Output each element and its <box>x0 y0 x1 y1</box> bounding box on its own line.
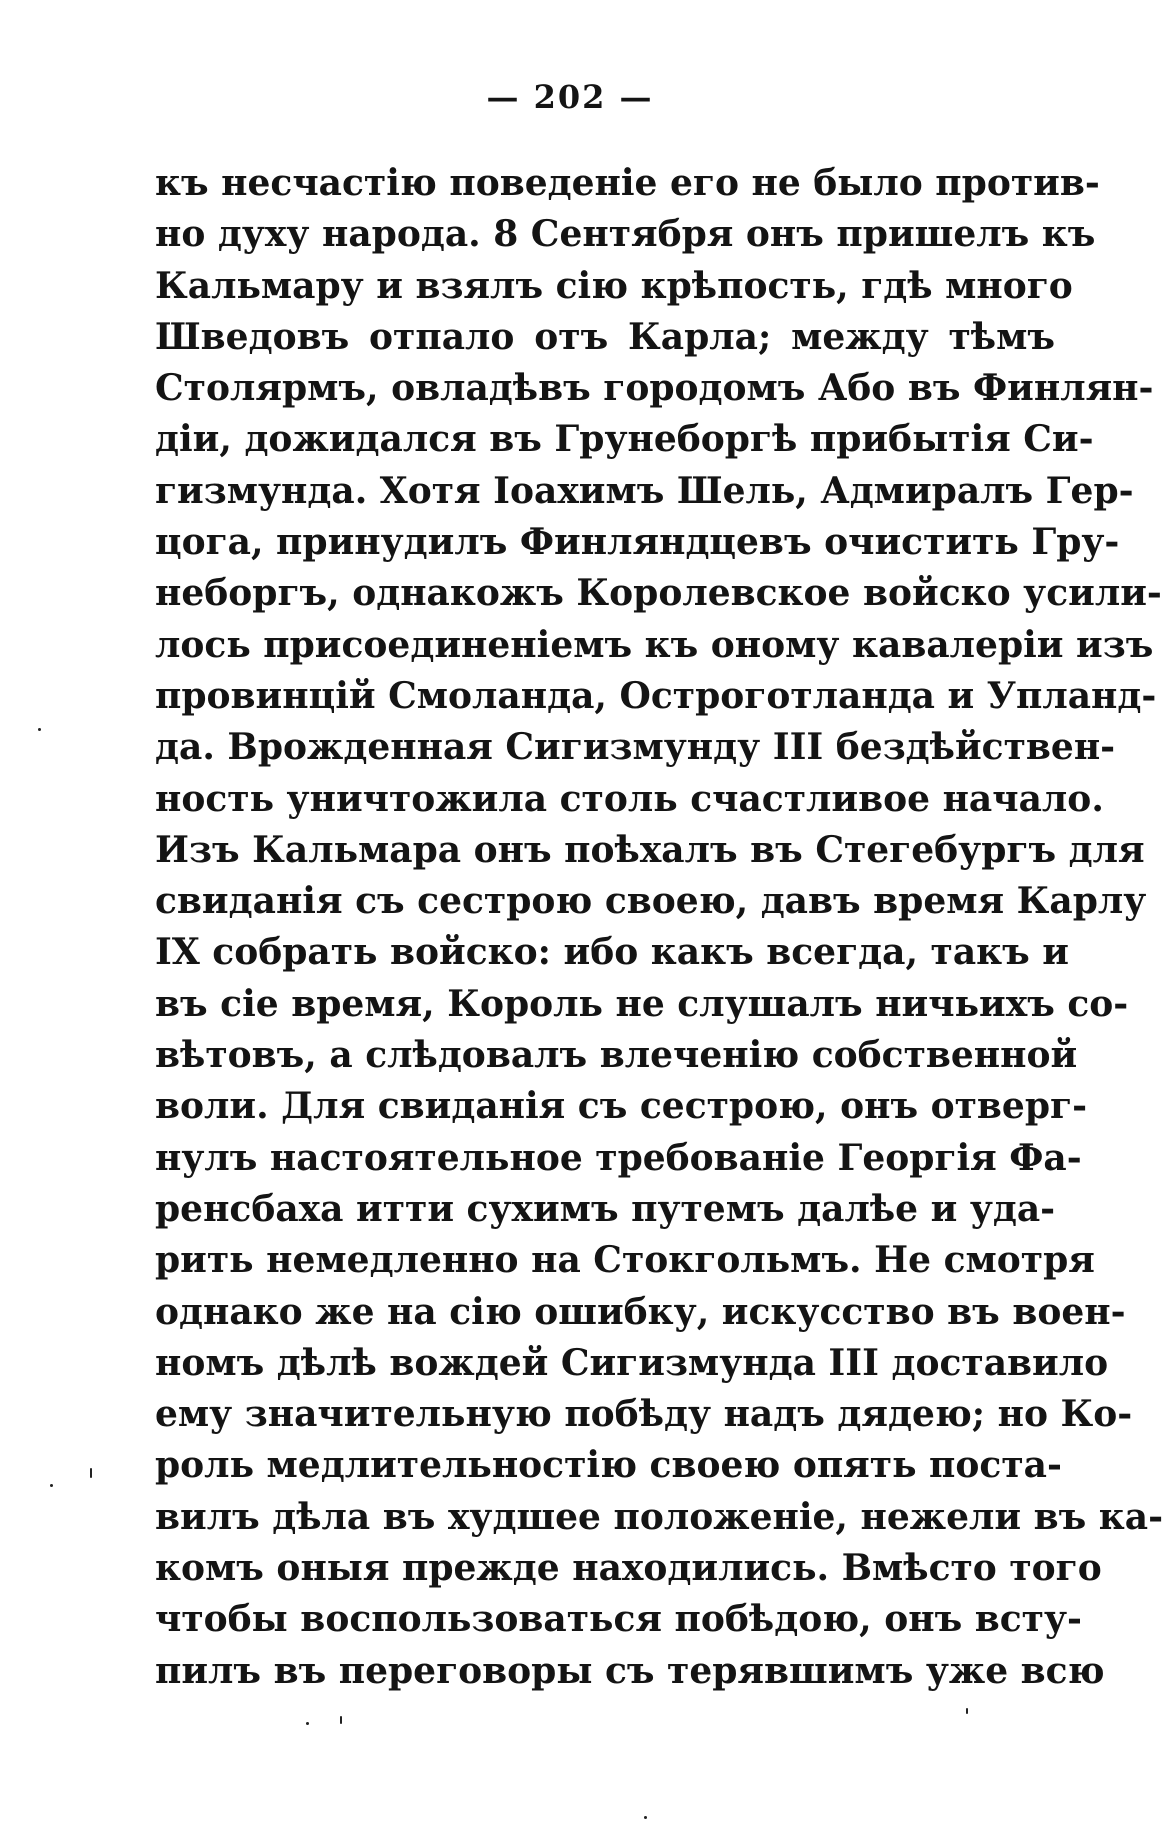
text-line: да. Врожденная Сигизмунду III бездѣйствен- <box>155 726 1116 769</box>
text-line: лось присоединеніемъ къ оному кавалеріи изъ <box>155 623 1154 666</box>
text-line: IX собрать войско: ибо какъ всегда, такъ и <box>155 931 1069 974</box>
text-line: воли. Для свиданія съ сестрою, онъ отверг- <box>155 1085 1088 1128</box>
scan-speck <box>644 1816 647 1819</box>
text-line: комъ оныя прежде находились. Вмѣсто того <box>155 1547 1102 1590</box>
text-line: Столярмъ, овладѣвъ городомъ Або въ Финлян- <box>155 367 1154 410</box>
text-line: но духу народа. 8 Сентября онъ пришелъ къ <box>155 213 1096 256</box>
text-line: Изъ Кальмара онъ поѣхалъ въ Стегебургъ для <box>155 828 1145 871</box>
scan-speck <box>306 1722 309 1725</box>
text-line: діи, дожидался въ Грунеборгѣ прибытія Си- <box>155 418 1094 461</box>
page-number-header: — 202 — <box>486 78 654 116</box>
text-line: свиданія съ сестрою своею, давъ время Карлу <box>155 880 1147 923</box>
text-line: Шведовъ отпало отъ Карла; между тѣмъ <box>155 315 1055 358</box>
text-line: гизмунда. Хотя Іоахимъ Шель, Адмиралъ Гер- <box>155 469 1134 512</box>
scan-speck <box>38 728 41 731</box>
text-line: рить немедленно на Стокгольмъ. Не смотря <box>155 1239 1095 1282</box>
text-line: вѣтовъ, а слѣдовалъ влеченію собственной <box>155 1034 1078 1077</box>
text-line: къ несчастію поведеніе его не было против- <box>155 162 1100 204</box>
text-line: Кальмару и взялъ сію крѣпость, гдѣ много <box>155 264 1073 307</box>
scan-speck <box>90 1468 92 1478</box>
scan-speck <box>50 1484 53 1487</box>
text-line: ренсбаха итти сухимъ путемъ далѣе и уда- <box>155 1187 1056 1230</box>
text-line: однако же на сію ошибку, искусство въ воен- <box>155 1290 1126 1333</box>
text-line: нулъ настоятельное требованіе Георгія Фа- <box>155 1136 1082 1179</box>
text-line: провинцій Смоланда, Остроготланда и Упланд- <box>155 674 1157 717</box>
text-line: цога, принудилъ Финляндцевъ очистить Гру- <box>155 521 1120 564</box>
text-line: ему значительную побѣду надъ дядею; но Ко- <box>155 1393 1133 1436</box>
text-line: вилъ дѣла въ худшее положеніе, нежели въ ка- <box>155 1495 1163 1538</box>
scan-speck <box>340 1716 342 1724</box>
page-body-text <box>155 158 1163 1697</box>
text-line: роль медлительностію своею опять поста- <box>155 1444 1062 1487</box>
text-line: номъ дѣлѣ вождей Сигизмунда III доставило <box>155 1341 1109 1384</box>
scan-speck <box>966 1708 968 1714</box>
text-line: пилъ въ переговоры съ терявшимъ уже всю <box>155 1649 1105 1692</box>
text-line: чтобы воспользоваться побѣдою, онъ всту- <box>155 1598 1082 1641</box>
text-line: въ сіе время, Король не слушалъ ничьихъ со- <box>155 982 1129 1025</box>
text-line: ность уничтожила столь счастливое начало. <box>155 777 1104 820</box>
text-line: неборгъ, однакожъ Королевское войско усили- <box>155 572 1162 615</box>
